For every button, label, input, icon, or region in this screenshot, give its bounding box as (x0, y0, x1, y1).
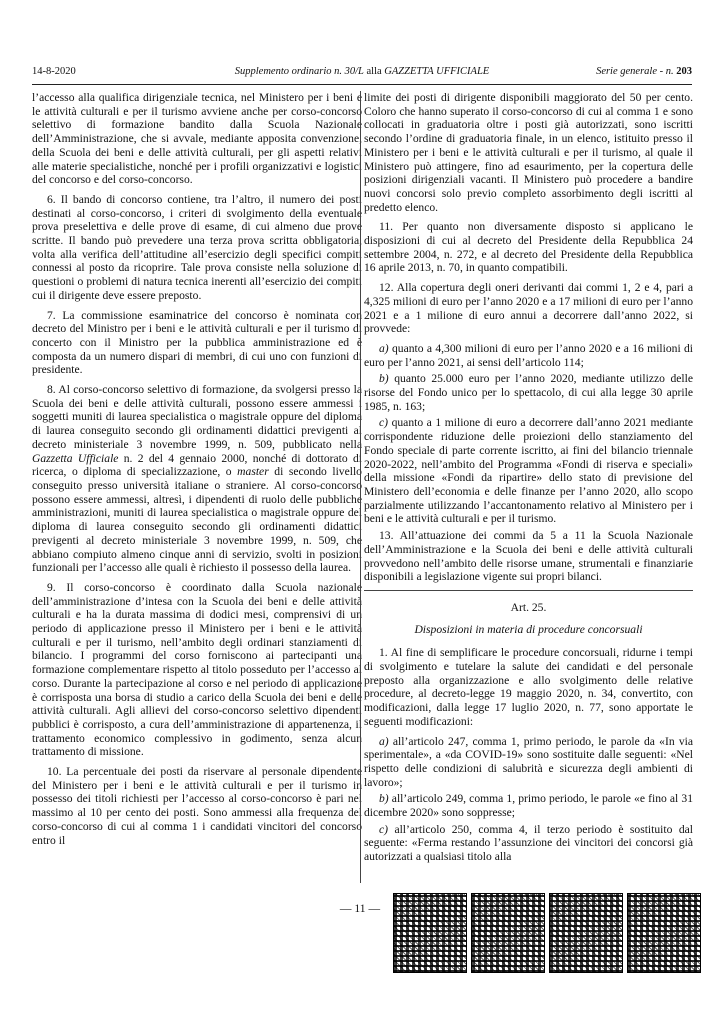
paragraph-12-item-c (364, 416, 693, 526)
datamatrix-code (627, 893, 701, 973)
paragraph-5-continued: l’accesso alla qualifica dirigenziale tecnica, nel Ministero per i beni e le attività culturali e per il turismo avviene anche per corso-concorso selettivo di formazione bandito dalla Scuola Nazionale dell’Amministrazione, che si avvale, mediante apposita convenzione, della Scuola dei beni e delle attività culturali, per gli aspetti relativi alle materie specialistiche, nonché per i profili organizzativi e logistici del concorso e del corso-concorso. (32, 91, 362, 187)
header-alla: alla (366, 66, 382, 77)
article-25-item-c (364, 823, 693, 864)
paragraph-10-continued: limite dei posti di dirigente disponibili maggiorato del 50 per cento. Coloro che hanno superato il corso-concorso di cui al comma 1 e sono collocati in graduatoria oltre i posti già autorizzati, sono iscritti secondo l’ordine di graduatoria finale, in un elenco, istituito presso il Ministero per i beni e le attività culturali e per il turismo, al quale il Ministero può attingere, fino ad esaurimento, per la copertura delle posizioni dirigenziali vacanti. Il Ministero può procedere a bandire nuovi concorsi solo previo completo assorbimento degli iscritti al predetto elenco. (364, 91, 693, 214)
datamatrix-code (393, 893, 467, 973)
right-column (364, 91, 693, 867)
datamatrix-code (549, 893, 623, 973)
article-25-paragraph-1: 1. Al fine di semplificare le procedure concorsuali, ridurne i tempi di svolgimento e tutelare la salute dei candidati e del personale preposto alla organizzazione e allo svolgimento delle relative procedure, al decreto-legge 19 maggio 2020, n. 34, convertito, con modificazioni, dalla legge 17 luglio 2020, n. 77, sono apportate le seguenti modificazioni: (364, 646, 693, 728)
left-column (32, 91, 362, 853)
article-separator (364, 590, 693, 591)
paragraph-12-item-b (364, 372, 693, 413)
item-text: quanto a 4,300 milioni di euro per l’anno 2020 e a 16 milioni di euro per l’anno 2021, ai sensi dell’articolo 114; (364, 341, 694, 369)
item-label: c) (379, 416, 389, 430)
header-serie-label: Serie generale - n. (596, 66, 674, 77)
item-text: all’articolo 249, comma 1, primo periodo, le parole «e fino al 31 dicembre 2020» sono soppresse; (364, 792, 693, 820)
item-text: quanto a 1 milione di euro a decorrere dall’anno 2021 mediante corrispondente riduzione delle proiezioni dello stanziamento del Fondo speciale di parte corrente iscritto, ai fini del bilancio triennale 2020-2022, nell’ambito del Programma «Fondi di riserva e speciali» della missione «Fondi da ripartire» dello stato di previsione del Ministero dell’economia e delle finanze per l’anno 2020, allo scopo parzialmente utilizzando l’accantonamento relativo al Ministero per i beni e le attività culturali e per il turismo. (364, 416, 693, 526)
page-number: — 11 — (339, 902, 381, 915)
item-label: a) (379, 341, 389, 355)
datamatrix-code (471, 893, 545, 973)
header-serie-number: 203 (676, 66, 692, 77)
header-serie (596, 66, 692, 77)
item-text: all’articolo 247, comma 1, primo periodo, le parole da «In via sperimentale», a «da COVID-19» sono sostituite dalle seguenti: «Nel rispetto delle condizioni di salubrità e sicurezza degli ambienti di lavoro»; (364, 734, 693, 789)
column-divider (360, 91, 361, 883)
item-label: b) (379, 372, 389, 386)
article-title: Disposizioni in materia di procedure concorsuali (414, 622, 643, 636)
datamatrix-code-strip (393, 893, 701, 971)
article-25-item-a (364, 735, 693, 790)
paragraph-6: 6. Il bando di concorso contiene, tra l’altro, il numero dei posti destinati al corso-concorso, i criteri di svolgimento della eventuale prova preselettiva e delle prove di esame, di cui almeno due prove scritte. Il bando può prevedere una terza prova scritta obbligatoria, volta alla verifica dell’attitudine all’esercizio degli specifici compiti connessi al posto da ricoprire. Tale prova consiste nella soluzione di questioni o problemi di natura tecnica inerenti all’esercizio dei compiti cui il dirigente deve essere preposto. (32, 192, 362, 302)
item-label: c) (379, 822, 389, 836)
paragraph-12-item-a (364, 342, 693, 369)
paragraph-7: 7. La commissione esaminatrice del concorso è nominata con decreto del Ministro per i beni e le attività culturali e per il turismo di concerto con il Ministro per la pubblica amministrazione ed è composta da un numero dispari di membri, di cui uno con funzioni di presidente. (32, 308, 362, 377)
paragraph-10: 10. La percentuale dei posti da riservare al personale dipendente del Ministero per i beni e le attività culturali e per il turismo in possesso dei titoli richiesti per l’accesso al corso-concorso è pari nel massimo al 10 per cento dei posti. Sono ammessi alla frequenza del corso-concorso di cui al comma 1 i candidati vincitori del concorso entro il (32, 765, 362, 847)
item-label: b) (379, 792, 389, 806)
paragraph-8 (32, 383, 362, 575)
item-text: quanto 25.000 euro per l’anno 2020, mediante utilizzo delle risorse del Fondo unico per lo spettacolo, di cui alla legge 30 aprile 1985, n. 163; (364, 372, 693, 413)
paragraph-9: 9. Il corso-concorso è coordinato dalla Scuola nazionale dell’amministrazione d’intesa con la Scuola dei beni e delle attività culturali e ha la durata massima di dodici mesi, comprensivi di un periodo di applicazione presso il Ministero per i beni e le attività culturali e per il turismo, nell’ambito degli ordinari stanziamenti di bilancio. I programmi del corso forniscono ai partecipanti una formazione complementare rispetto al titolo posseduto per l’accesso al corso. Durante la partecipazione al corso e nel periodo di applicazione è corrisposta una borsa di studio a carico della Scuola dei beni e delle attività culturali. Agli allievi del corso-concorso selettivo dipendenti pubblici è corrisposto, a cura dell’amministrazione di appartenenza, il trattamento economico complessivo in godimento, senza alcun trattamento di missione. (32, 580, 362, 759)
header-date: 14-8-2020 (32, 66, 76, 77)
page-header (32, 62, 692, 85)
paragraph-8-part-c: di secondo livello conseguito presso università italiane o straniere. Al corso-concorso possono essere ammessi, altresì, i dipendenti di ruolo delle pubbliche amministrazioni, muniti di laurea specialistica o magistrale oppure del diploma di laurea conseguito secondo gli ordinamenti didattici previgenti al decreto ministeriale 3 novembre 1999, n. 509, che abbiano compiuto almeno cinque anni di servizio, svolti in posizioni funzionali per l’accesso alle quali è richiesto il possesso della laurea. (32, 465, 362, 575)
paragraph-13: 13. All’attuazione dei commi da 5 a 11 la Scuola Nazionale dell’Amministrazione e la Scuola dei beni e delle attività culturali provvedono nell’ambito delle risorse umane, strumentali e finanziarie disponibili a legislazione vigente sui propri bilanci. (364, 529, 693, 584)
header-gazzetta: GAZZETTA UFFICIALE (384, 66, 490, 77)
item-text: all’articolo 250, comma 4, il terzo periodo è sostituito dal seguente: «Ferma restando l’assunzione dei vincitori dei concorsi già autorizzati a qualsiasi titolo alla (364, 822, 693, 864)
paragraph-8-master: master (237, 465, 269, 479)
article-number: Art. 25. (510, 600, 547, 614)
article-25-item-b (364, 792, 693, 819)
item-label: a) (379, 734, 389, 748)
header-publication (32, 66, 692, 77)
paragraph-8-part-a: 8. Al corso-concorso selettivo di formazione, da svolgersi presso la Scuola dei beni e delle attività culturali, possono essere ammessi i soggetti muniti di laurea specialistica o magistrale oppure del diploma di laurea conseguito secondo gli ordinamenti didattici previgenti al decreto ministeriale 3 novembre 1999, n. 509, pubblicato nella (32, 383, 362, 451)
paragraph-11: 11. Per quanto non diversamente disposto si applicano le disposizioni di cui al decreto del Presidente della Repubblica 24 settembre 2004, n. 272, e al decreto del Presidente della Repubblica 16 aprile 2013, n. 70, in quanto compatibili. (364, 220, 693, 275)
paragraph-12: 12. Alla copertura degli oneri derivanti dai commi 1, 2 e 4, pari a 4,325 milioni di euro per l’anno 2020 e a 17 milioni di euro per l’anno 2021 e a 1 milione di euro annui a decorrere dall’anno 2022, si provvede: (364, 281, 693, 336)
paragraph-8-part-b: n. 2 del 4 gennaio 2000, nonché di dottorato di ricerca, o diploma di specializzazione, o (32, 451, 363, 479)
paragraph-8-gazzetta: Gazzetta Ufficiale (32, 451, 119, 465)
header-supplement: Supplemento ordinario n. 30/L (234, 66, 364, 77)
